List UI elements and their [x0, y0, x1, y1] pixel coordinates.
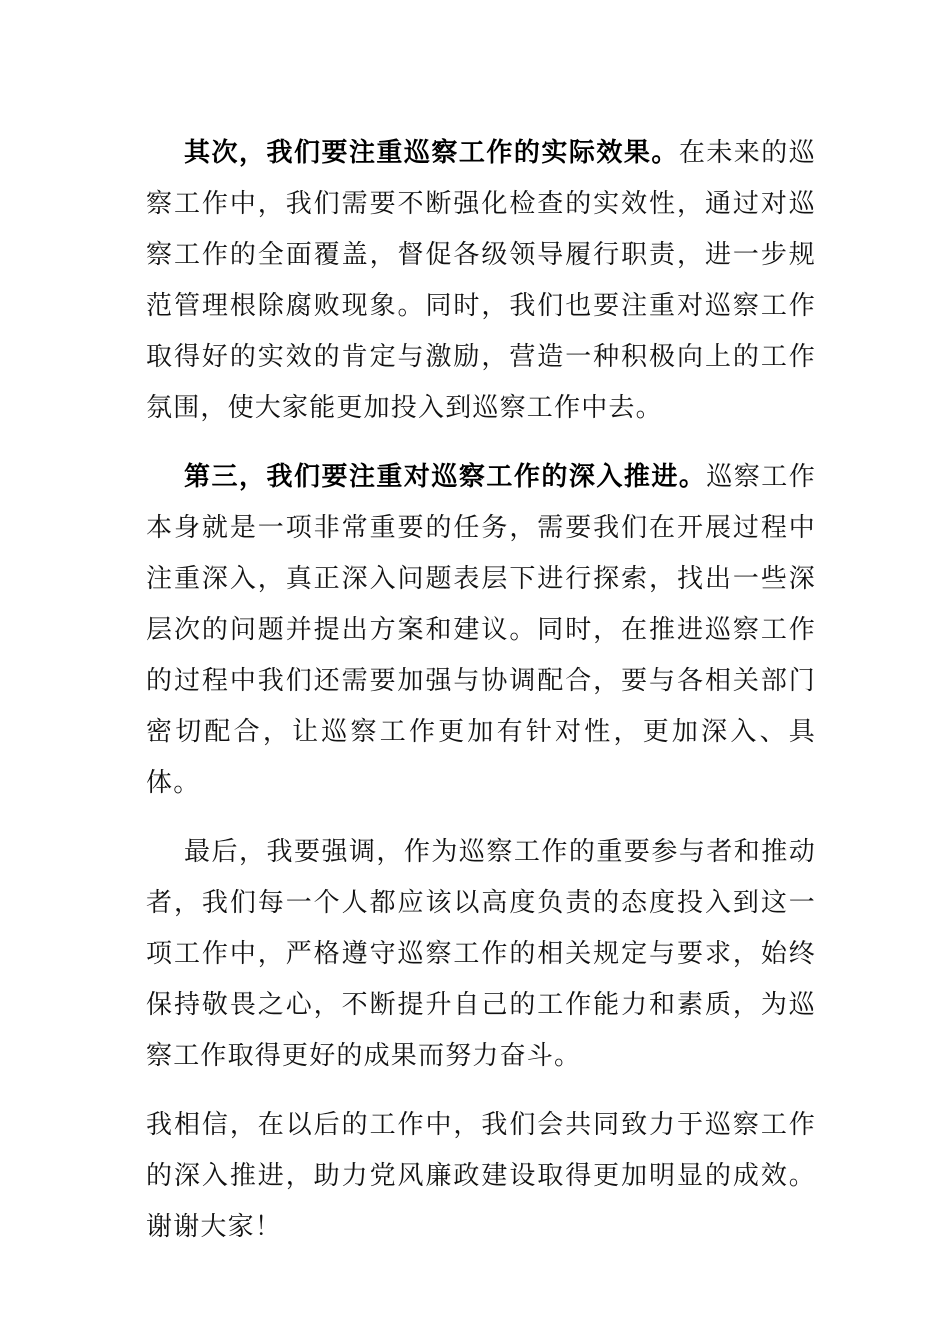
paragraph-text: 我相信，在以后的工作中，我们会共同致力于巡察工作的深入推进，助力党风廉政建设取得更加明显的成效。谢谢大家！ [146, 1110, 816, 1242]
paragraph-finally [146, 827, 816, 1082]
paragraph-text: 在未来的巡察工作中，我们需要不断强化检查的实效性，通过对巡察工作的全面覆盖，督促各级领导履行职责，进一步规范管理根除腐败现象。同时，我们也要注重对巡察工作取得好的实效的肯定与激励，营造一种积极向上的工作氛围，使大家能更加投入到巡察工作中去。 [146, 138, 816, 423]
paragraph-closing [146, 1100, 816, 1253]
paragraph-heading: 其次，我们要注重巡察工作的实际效果。 [184, 138, 679, 168]
paragraph-advance [146, 452, 816, 809]
document-body [146, 128, 816, 1253]
paragraph-text: 最后，我要强调，作为巡察工作的重要参与者和推动者，我们每一个人都应该以高度负责的态度投入到这一项工作中，严格遵守巡察工作的相关规定与要求，始终保持敬畏之心，不断提升自己的工作能力和素质，为巡察工作取得更好的成果而努力奋斗。 [146, 837, 816, 1071]
paragraph-text: 巡察工作本身就是一项非常重要的任务，需要我们在开展过程中注重深入，真正深入问题表层下进行探索，找出一些深层次的问题并提出方案和建议。同时，在推进巡察工作的过程中我们还需要加强与协调配合，要与各相关部门密切配合，让巡察工作更加有针对性，更加深入、具体。 [146, 462, 816, 798]
paragraph-effect [146, 128, 816, 434]
paragraph-heading: 第三，我们要注重对巡察工作的深入推进。 [184, 462, 707, 492]
